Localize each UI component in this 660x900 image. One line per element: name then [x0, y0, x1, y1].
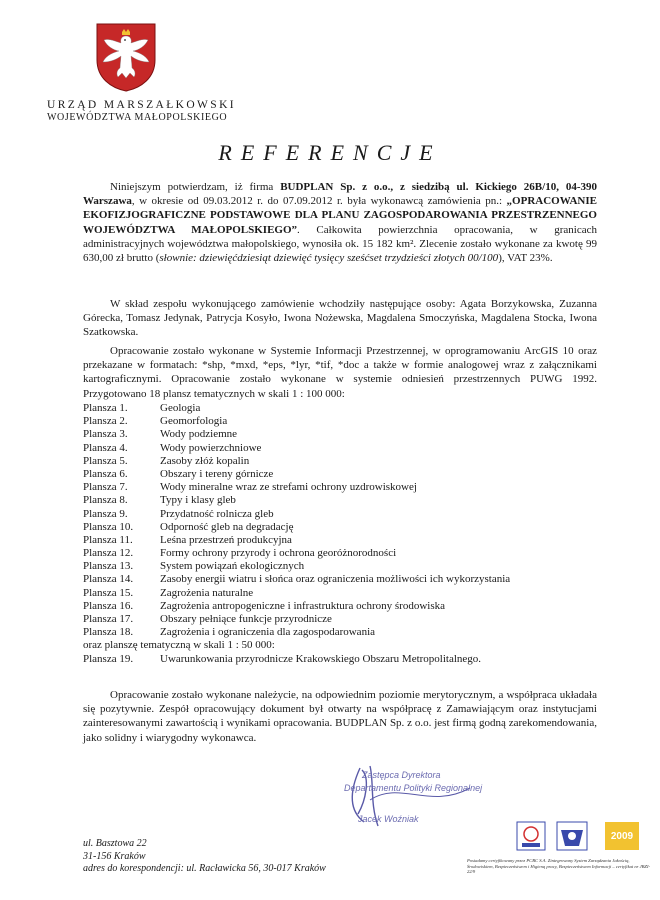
plansza-title: Zasoby złóż kopalin [160, 454, 250, 467]
stamp-department: Departamentu Polityki Regionalnej [344, 783, 483, 793]
plansza-number: Plansza 12. [83, 547, 134, 560]
amount-in-words: słownie: dziewięćdziesiąt dziewięć tysięcy sześćset trzydzieści złotych 00/100 [159, 252, 499, 265]
plansza-item [83, 626, 603, 639]
plansza-extra-item [83, 653, 603, 666]
logo-year: 2009 [610, 831, 634, 842]
plansza-item [83, 613, 603, 626]
office-name: URZĄD MARSZAŁKOWSKI [47, 99, 237, 111]
plansza-number: Plansza 9. [83, 507, 128, 520]
plansza-title: Zasoby energii wiatru i słońca oraz ograniczenia możliwości ich wykorzystania [160, 573, 511, 586]
paragraph-team: W skład zespołu wykonującego zamówienie wchodziły następujące osoby: Agata Borzykowska, Zuzanna Górecka, Tomasz Jedynak, Patrycja Kosyło, Iwona Nożewska, Magdalena Smoczyńska, Magdalena Stocka, Iwona Szatkowska. [83, 298, 597, 339]
plansza-item [83, 534, 603, 547]
plansza-number: Plansza 19. [83, 652, 134, 665]
plansza-number: Plansza 1. [83, 402, 128, 414]
paragraph-gis: Opracowanie zostało wykonane w Systemie Informacji Przestrzennej, w oprogramowaniu ArcGIS 10 oraz przekazane w formatach: *shp, *mxd, *eps, *lyr, *tif, *doc a także w formie analogowej wraz z załącznikami kartograficznymi. Opracowanie zostało wykonane w systemie odniesień przestrzennych PUWG 1992. Przygotowano 18 plansz tematycznych w skali 1 : 100 000: [83, 345, 597, 400]
certification-note: Posiadamy certyfikowany przez PCBC S.A. Zintegrowany System Zarządzania Jakością, Środowiskiem, Bezpieczeństwem i Higieną pracy, Bezpieczeństwem Informacji – certyfikat nr JBZI-22/9 [467, 858, 651, 875]
plansza-number: Plansza 18. [83, 626, 134, 639]
plansza-number: Plansza 8. [83, 494, 128, 507]
plansza-item [83, 521, 603, 534]
plansze-list [83, 402, 603, 666]
plansza-title: Odporność gleb na degradację [160, 520, 294, 533]
plansza-title: Zagrożenia naturalne [160, 586, 254, 599]
address-correspondence: adres do korespondencji: ul. Racławicka 56, 30-017 Kraków [83, 863, 326, 874]
plansza-extra-intro: oraz planszę tematyczną w skali 1 : 50 000: [83, 639, 275, 652]
plansza-title: Typy i klasy gleb [160, 494, 236, 507]
intro-text-2: , w okresie od 09.03.2012 r. do 07.09.2012 r. była wykonawcą zamówienia pn.: [131, 195, 507, 208]
signature-stamp [340, 760, 500, 840]
plansza-item [83, 494, 603, 507]
plansza-title: Wody podziemne [160, 428, 238, 441]
plansza-item [83, 547, 603, 560]
plansza-title: Geomorfologia [160, 415, 228, 428]
plansza-item [83, 468, 603, 481]
intro-text-4: ), VAT 23%. [498, 252, 553, 265]
plansza-item [83, 573, 603, 586]
intro-text-1: Niniejszym potwierdzam, iż firma [110, 181, 281, 193]
plansza-title: Zagrożenia i ograniczenia dla zagospodarowania [160, 626, 376, 639]
project-name: „OPRACOWANIE EKOFIZJOGRAFICZNE PODSTAWOWE DLA PLANU ZAGOSPODAROWANIA PRZESTRZENNEGO WOJEWÓDZTWA MAŁOPOLSKIEGO” [83, 195, 597, 236]
plansza-title: Wody powierzchniowe [160, 441, 262, 454]
plansza-title: Leśna przestrzeń produkcyjna [160, 533, 292, 546]
plansza-item [83, 481, 603, 494]
plansza-item [83, 455, 603, 468]
plansza-item [83, 442, 603, 455]
plansza-title: Uwarunkowania przyrodnicze Krakowskiego Obszaru Metropolitalnego. [160, 652, 482, 665]
plansza-number: Plansza 11. [83, 533, 133, 546]
company-info: BUDPLAN Sp. z o.o., z siedzibą ul. Kickiego 26B/10, 04-390 Warszawa [83, 181, 597, 208]
plansza-number: Plansza 17. [83, 613, 134, 625]
address-street: ul. Basztowa 22 [83, 838, 147, 849]
plansza-item [83, 600, 603, 613]
address-block [83, 838, 326, 876]
plansza-number: Plansza 3. [83, 428, 128, 441]
plansza-item [83, 415, 603, 428]
plansza-title: Przydatność rolnicza gleb [160, 507, 274, 520]
plansza-number: Plansza 15. [83, 586, 134, 599]
plansza-title: Formy ochrony przyrody i ochrona georóżnorodności [160, 547, 397, 560]
plansza-number: Plansza 10. [83, 520, 134, 533]
plansza-number: Plansza 6. [83, 467, 128, 480]
plansza-item [83, 560, 603, 573]
plansza-title: System powiązań ekologicznych [160, 560, 305, 573]
certification-logos [513, 820, 643, 852]
plansza-number: Plansza 2. [83, 415, 128, 428]
intro-text-3: . Całkowita powierzchnia opracowania, w granicach administracyjnych województwa małopolskiego, wynosiła ok. 15 182 km². Zlecenie zostało wykonane za kwotę 99 630,00 zł brutto ( [83, 223, 597, 265]
plansza-number: Plansza 7. [83, 481, 128, 494]
plansza-title: Obszary pełniące funkcje przyrodnicze [160, 613, 332, 625]
plansza-title: Zagrożenia antropogeniczne i infrastruktura ochrony środowiska [160, 599, 445, 612]
paragraph-conclusion: Opracowanie zostało wykonane należycie, na odpowiednim poziomie merytorycznym, a współpraca układała się pozytywnie. Zespół opracowujący dokument był otwarty na współpracę z Zamawiającym oraz instytucjami zainteresowanymi zawartością i wynikami opracowania. BUDPLAN Sp. z o.o. jest firmą godną zarekomendowania, jako solidny i wiarygodny wykonawca. [83, 689, 597, 744]
coat-of-arms-icon [95, 22, 157, 92]
plansza-number: Plansza 14. [83, 573, 134, 586]
address-city: 31-156 Kraków [83, 850, 146, 862]
stamp-title: Zastępca Dyrektora [362, 770, 441, 780]
plansza-number: Plansza 16. [83, 599, 134, 612]
plansza-number: Plansza 13. [83, 560, 134, 573]
plansza-title: Geologia [160, 402, 201, 414]
plansza-number: Plansza 5. [83, 454, 128, 467]
plansza-title: Wody mineralne wraz ze strefami ochrony uzdrowiskowej [160, 481, 417, 494]
office-subname: WOJEWÓDZTWA MAŁOPOLSKIEGO [47, 112, 228, 123]
plansza-item [83, 428, 603, 441]
stamp-name: Jacek Woźniak [358, 814, 419, 824]
plansza-title: Obszary i tereny górnicze [160, 467, 274, 480]
plansza-number: Plansza 4. [83, 441, 128, 454]
document-title: REFERENCJE [218, 140, 442, 165]
paragraph-intro [83, 180, 597, 265]
plansza-item [83, 402, 603, 415]
plansza-item [83, 508, 603, 521]
plansza-item [83, 587, 603, 600]
